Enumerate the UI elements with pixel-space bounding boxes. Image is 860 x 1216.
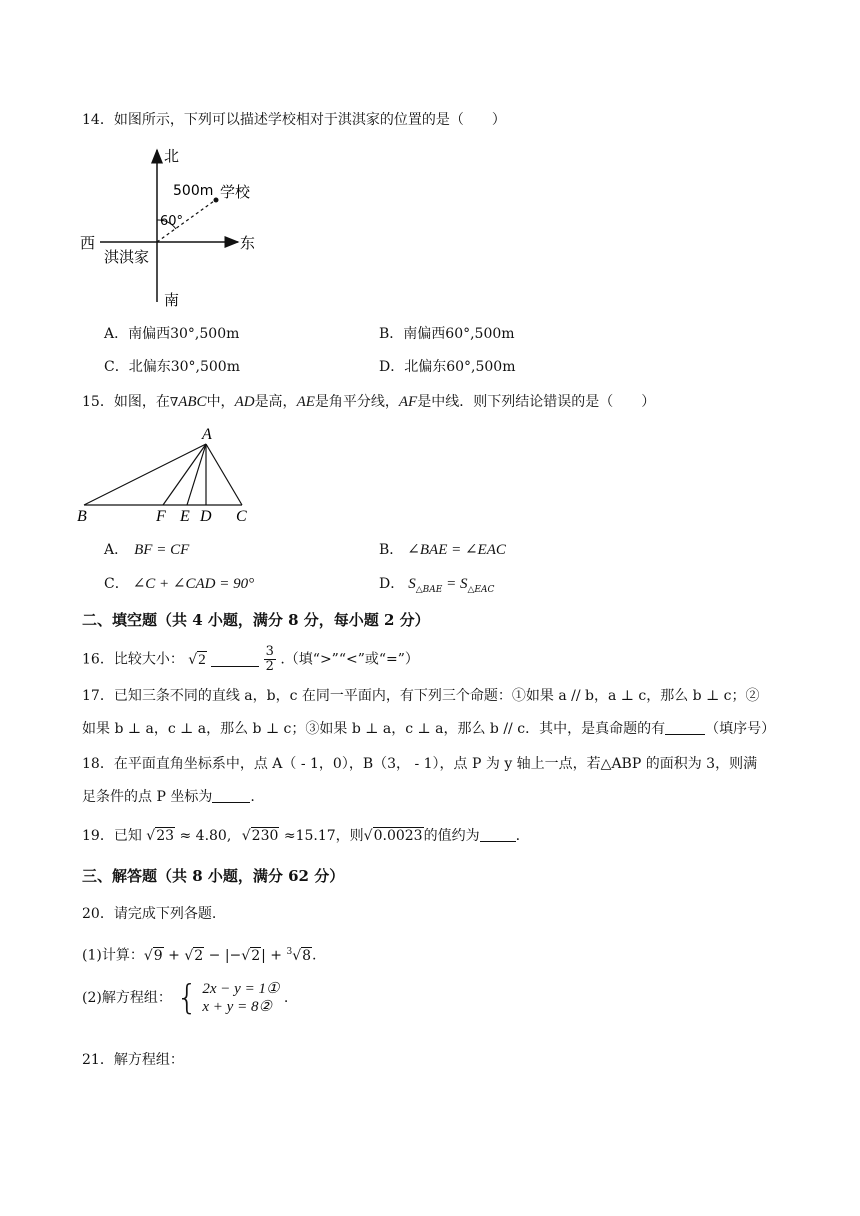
- bisector-ae: [187, 444, 206, 505]
- vertex-c-label: C: [236, 508, 247, 525]
- q19: 19．已知 √23 ≈ 4.80, √230 ≈15.17，则√0.0023的值约为 .: [82, 828, 521, 844]
- angle-label: 60°: [160, 214, 184, 229]
- point-d-label: D: [200, 508, 212, 525]
- q20-part2: (2)解方程组： { 2x − y = 1① x + y = 8② .: [82, 978, 289, 1018]
- west-label: 西: [80, 234, 96, 252]
- q14-option-b: B．南偏西60°,500m: [379, 326, 515, 342]
- q17-line1: 17．已知三条不同的直线 a，b，c 在同一平面内，有下列三个命题：①如果 a // b，a ⊥ c，那么 b ⊥ c；②: [82, 688, 760, 704]
- equation-system: 2x − y = 1① x + y = 8②: [202, 981, 280, 1015]
- median-af: [163, 444, 206, 505]
- q14-option-c: C．北偏东30°,500m: [104, 359, 240, 375]
- home-label: 淇淇家: [104, 248, 150, 266]
- q16-sqrt: √2: [188, 651, 206, 668]
- q16-fraction: $\frac{3}{2}$: [265, 644, 274, 674]
- q19-answer-blank[interactable]: [480, 827, 516, 842]
- side-ac: [206, 444, 242, 505]
- q14-option-d: D．北偏东60°,500m: [379, 359, 516, 375]
- q16-answer-blank[interactable]: [211, 652, 259, 667]
- east-label: 东: [240, 234, 256, 252]
- q18-line2: 足条件的点 P 坐标为 .: [82, 789, 255, 805]
- q14-direction-figure: [78, 140, 278, 310]
- q16: 16．比较大小： √2 $\frac{3}{2}$ .（填“>”“<”或“=”）: [82, 644, 419, 674]
- school-point: [214, 198, 219, 203]
- q15-option-d: D． $S_{\triangle BAE} = S_{\triangle EAC}$: [379, 576, 495, 595]
- q14-stem: 14．如图所示，下列可以描述学校相对于淇淇家的位置的是（ ）: [82, 112, 506, 128]
- q21-stem: 21．解方程组：: [82, 1052, 184, 1068]
- q20-stem: 20．请完成下列各题.: [82, 906, 217, 922]
- distance-label: 500m: [173, 183, 214, 199]
- side-ab: [84, 444, 206, 505]
- q20-part1: (1)计算：√9 + √2 − |−√2| + $^3$√8.: [82, 947, 317, 964]
- q15-triangle-figure: [74, 422, 264, 526]
- q15-stem: 15．如图，在∇ABC中，AD是高，AE是角平分线，AF是中线．则下列结论错误的是（ ）: [82, 394, 656, 410]
- north-label: 北: [164, 147, 180, 165]
- q18-answer-blank[interactable]: [212, 788, 250, 803]
- section-2-title: 二、填空题（共 4 小题，满分 8 分，每小题 2 分）: [82, 611, 430, 629]
- q15-option-b: B． ∠BAE = ∠EAC: [379, 542, 506, 558]
- system-brace: {: [176, 978, 198, 1018]
- q15-option-c: C． ∠C + ∠CAD = 90°: [104, 576, 255, 592]
- q15-option-a: A． BF = CF: [104, 542, 190, 558]
- q17-line2: 如果 b ⊥ a，c ⊥ a，那么 b ⊥ c；③如果 b ⊥ a，c ⊥ a，那么 b // c．其中，是真命题的有 （填序号）: [82, 721, 776, 737]
- vertex-b-label: B: [77, 508, 87, 525]
- q14-option-a: A．南偏西30°,500m: [104, 326, 240, 342]
- point-e-label: E: [180, 508, 190, 525]
- section-3-title: 三、解答题（共 8 小题，满分 62 分）: [82, 867, 345, 885]
- q18-line1: 18．在平面直角坐标系中，点 A（ - 1，0），B（3， - 1），点 P 为 y 轴上一点，若△ABP 的面积为 3，则满: [82, 756, 758, 772]
- school-label: 学校: [220, 183, 251, 201]
- point-f-label: F: [156, 508, 166, 525]
- south-label: 南: [164, 291, 180, 309]
- vertex-a-label: A: [202, 426, 212, 443]
- q17-answer-blank[interactable]: [665, 720, 705, 735]
